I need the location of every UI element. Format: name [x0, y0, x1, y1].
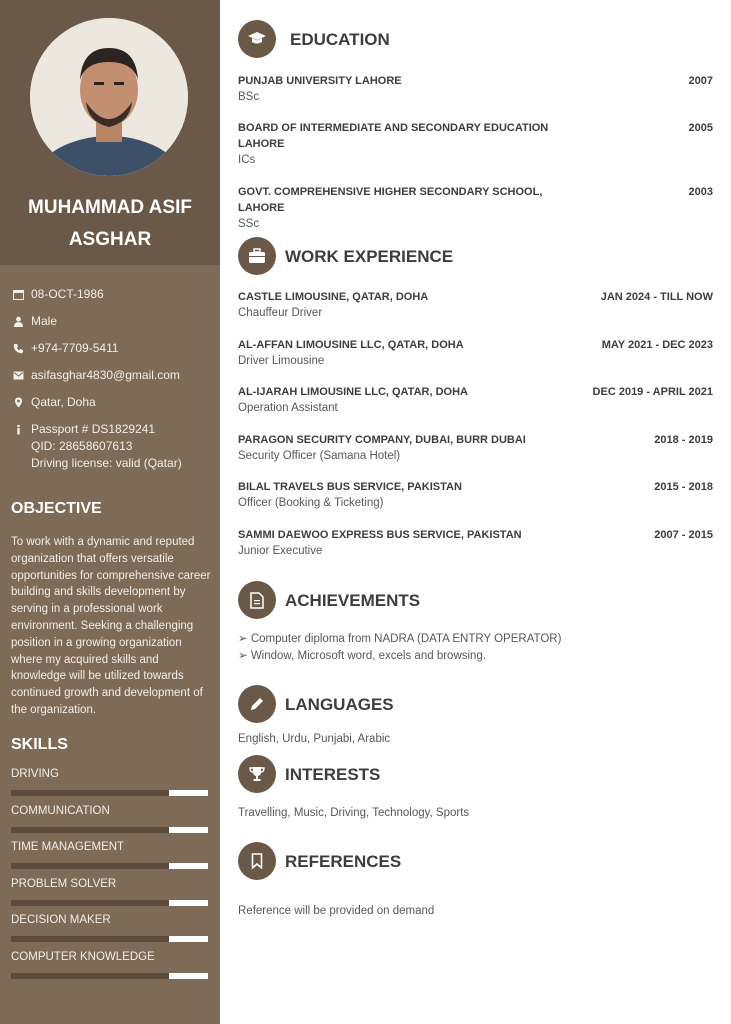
profile-header [0, 0, 220, 265]
pencil-icon [238, 685, 276, 723]
work-period: 2015 - 2018 [654, 481, 713, 493]
work-period: JAN 2024 - TILL NOW [600, 291, 713, 303]
work-entry [238, 337, 713, 370]
briefcase-icon [238, 237, 276, 275]
work-experience-heading: WORK EXPERIENCE [285, 247, 454, 266]
bookmark-icon [238, 842, 276, 880]
candidate-name [0, 192, 220, 256]
map-pin-icon [11, 395, 25, 409]
skill-item [11, 914, 208, 930]
contact-dob: 08-OCT-1986 [11, 286, 211, 303]
company-name: AL-IJARAH LIMOUSINE LLC, QATAR, DOHA [238, 386, 468, 398]
work-entry [238, 432, 713, 465]
job-role: Operation Assistant [238, 402, 338, 414]
skill-item [11, 841, 208, 857]
profile-photo [30, 18, 188, 176]
achievements-heading: ACHIEVEMENTS [285, 591, 421, 610]
skill-label: TIME MANAGEMENT [11, 841, 125, 854]
skill-label: PROBLEM SOLVER [11, 877, 117, 890]
degree-name: SSc [238, 218, 260, 230]
job-role: Junior Executive [238, 544, 323, 557]
passport-number: Passport # DS1829241 [31, 422, 156, 436]
skill-bar [11, 827, 208, 833]
skill-label: DRIVING [11, 768, 59, 780]
phone-icon [11, 341, 25, 355]
contact-gender: Male [11, 313, 211, 330]
skill-bar-fill [11, 900, 169, 906]
skill-bar-fill [11, 827, 169, 833]
work-period: 2007 - 2015 [654, 528, 713, 541]
info-icon [11, 422, 25, 436]
achievement-item: ➢ Window, Microsoft word, excels and browsing. [238, 650, 487, 662]
languages-text: English, Urdu, Punjabi, Arabic [238, 733, 391, 745]
education-year: 2007 [688, 75, 713, 87]
skill-bar [11, 900, 208, 906]
contact-ids [11, 421, 211, 472]
sidebar [0, 0, 220, 1024]
skill-bar [11, 790, 208, 796]
work-period: 2018 - 2019 [654, 433, 713, 446]
objective-text: To work with a dynamic and reputed organization that offers versatile opportunities for comprehensive career building and skills development by serving in a professional work environment. Seeking a challenging position in a growing organization where my acquired skills and knowledge will be utilized towards continued growth and development of the organization. [11, 536, 211, 716]
name-line-2: ASGHAR [68, 229, 152, 250]
education-entry [238, 120, 713, 169]
skill-bar-fill [11, 863, 169, 869]
contact-phone: +974-7709-5411 [11, 340, 211, 357]
graduation-cap-icon [238, 20, 276, 58]
objective-heading: OBJECTIVE [11, 500, 102, 517]
skill-label: COMPUTER KNOWLEDGE [11, 951, 155, 963]
education-heading: EDUCATION [290, 30, 390, 49]
interests-text: Travelling, Music, Driving, Technology, Sports [238, 807, 470, 819]
company-name: CASTLE LIMOUSINE, QATAR, DOHA [238, 291, 429, 303]
degree-name: ICs [238, 154, 256, 166]
skill-bar [11, 936, 208, 942]
institution-name: PUNJAB UNIVERSITY LAHORE [238, 75, 402, 87]
references-text: Reference will be provided on demand [238, 905, 435, 917]
envelope-icon [11, 368, 25, 382]
contact-list [11, 286, 211, 482]
company-name: SAMMI DAEWOO EXPRESS BUS SERVICE, PAKISTAN [238, 528, 522, 541]
skill-label: COMMUNICATION [11, 804, 110, 817]
education-entry [238, 73, 713, 106]
driving-license: Driving license: valid (Qatar) [31, 456, 182, 470]
trophy-icon [238, 755, 276, 793]
user-icon [11, 314, 25, 328]
institution-name: BOARD OF INTERMEDIATE AND SECONDARY EDUCATION LAHORE [238, 122, 549, 150]
contact-location: Qatar, Doha [11, 394, 211, 411]
institution-name: GOVT. COMPREHENSIVE HIGHER SECONDARY SCHOOL, LAHORE [238, 186, 543, 214]
skill-item [11, 878, 208, 894]
skill-item [11, 768, 208, 784]
skill-label: DECISION MAKER [11, 914, 111, 927]
skill-bar-fill [11, 936, 169, 942]
skill-bar [11, 973, 208, 979]
languages-heading: LANGUAGES [285, 695, 394, 714]
job-role: Chauffeur Driver [238, 307, 323, 319]
skill-bar-fill [11, 790, 169, 796]
work-period: MAY 2021 - DEC 2023 [601, 338, 713, 351]
company-name: BILAL TRAVELS BUS SERVICE, PAKISTAN [238, 481, 462, 493]
job-role: Driver Limousine [238, 354, 325, 367]
degree-name: BSc [238, 91, 260, 103]
company-name: AL-AFFAN LIMOUSINE LLC, QATAR, DOHA [238, 338, 464, 351]
name-line-1: MUHAMMAD ASIF [28, 197, 192, 218]
contact-email: asifasghar4830@gmail.com [11, 367, 211, 384]
qid-number: QID: 28658607613 [31, 439, 133, 453]
job-role: Security Officer (Samana Hotel) [238, 449, 401, 462]
education-year: 2003 [688, 186, 713, 198]
job-role: Officer (Booking & Ticketing) [238, 497, 384, 509]
work-entry [238, 289, 713, 322]
education-entry [238, 184, 713, 233]
references-heading: REFERENCES [285, 852, 402, 871]
skill-bar [11, 863, 208, 869]
skill-item [11, 951, 208, 967]
interests-heading: INTERESTS [285, 765, 381, 784]
skill-item [11, 805, 208, 821]
company-name: PARAGON SECURITY COMPANY, DUBAI, BURR DUBAI [238, 433, 526, 446]
work-entry [238, 384, 713, 417]
work-entry [238, 479, 713, 512]
document-icon [238, 581, 276, 619]
work-entry [238, 527, 713, 560]
skill-bar-fill [11, 973, 169, 979]
work-period: DEC 2019 - APRIL 2021 [592, 386, 713, 398]
achievement-item: ➢ Computer diploma from NADRA (DATA ENTRY OPERATOR) [238, 633, 562, 645]
education-year: 2005 [688, 122, 713, 134]
skills-heading: SKILLS [11, 736, 68, 753]
calendar-icon [11, 287, 25, 301]
